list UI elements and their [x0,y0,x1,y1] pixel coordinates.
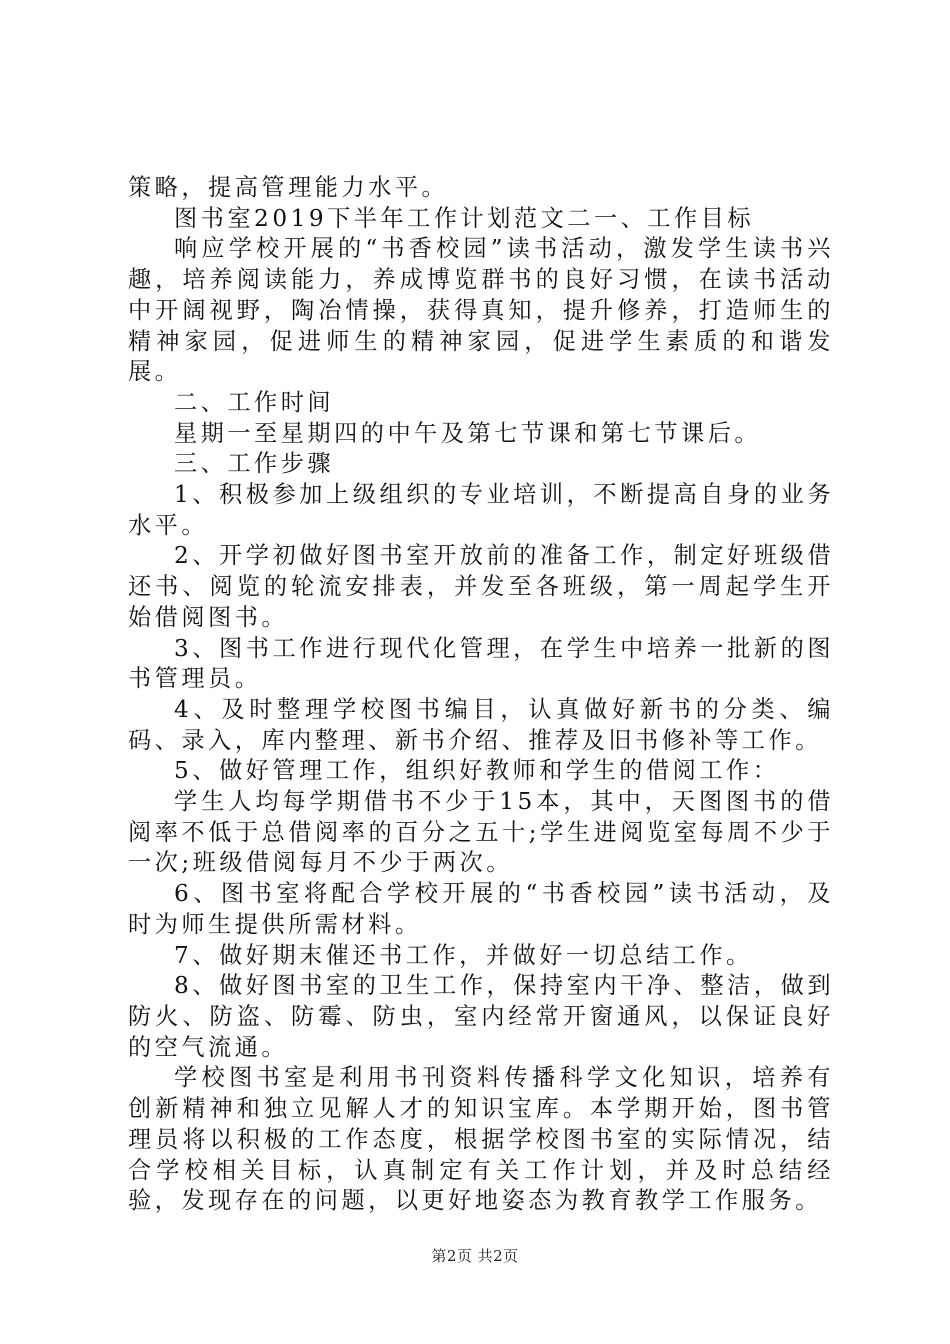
list-item: 8、做好图书室的卫生工作，保持室内干净、整洁，做到防火、防盗、防霉、防虫，室内经常开窗通风，以保证良好的空气流通。 [128,972,834,1061]
list-item: 6、图书室将配合学校开展的“书香校园”读书活动，及时为师生提供所需材料。 [128,880,834,938]
list-item: 7、做好期末催还书工作，并做好一切总结工作。 [174,941,753,969]
list-item: 1、积极参加上级组织的专业培训，不断提高自身的业务水平。 [128,481,834,539]
list-item: 2、开学初做好图书室开放前的准备工作，制定好班级借还书、阅览的轮流安排表，并发至各班级，第一周起学生开始借阅图书。 [128,542,834,631]
list-item: 5、做好管理工作，组织好教师和学生的借阅工作： [174,757,780,785]
list-item: 3、图书工作进行现代化管理，在学生中培养一批新的图书管理员。 [128,634,834,693]
section-title: 图书室2019下半年工作计划范文二一、工作目标 [174,204,755,232]
list-item: 4、及时整理学校图书编目，认真做好新书的分类、编码、录入，库内整理、新书介绍、推荐及旧书修补等工作。 [128,695,834,754]
paragraph: 策略，提高管理能力水平。 [128,174,449,201]
paragraph: 星期一至星期四的中午及第七节课和第七节课后。 [174,419,762,447]
section-heading: 三、工作步骤 [174,450,335,478]
paragraph: 学校图书室是利用书刊资料传播科学文化知识，培养有创新精神和独立见解人才的知识宝库。本学期开始，图书管理员将以积极的工作态度，根据学校图书室的实际情况，结合学校相关目标，认真制定有关工作计划，并及时总结经验，发现存在的问题，以更好地姿态为教育教学工作服务。 [128,1064,834,1215]
section-heading: 二、工作时间 [174,388,335,416]
paragraph: 学生人均每学期借书不少于15本，其中，天图图书的借阅率不低于总借阅率的百分之五十;学生进阅览室每周不少于一次;班级借阅每月不少于两次。 [128,788,834,877]
document-body [128,173,834,1217]
page-number: 第2页 共2页 [431,1247,519,1265]
paragraph: 响应学校开展的“书香校园”读书活动，激发学生读书兴趣，培养阅读能力，养成博览群书的良好习惯，在读书活动中开阔视野，陶冶情操，获得真知，提升修养，打造师生的精神家园，促进师生的精神家园，促进学生素质的和谐发展。 [128,235,834,386]
